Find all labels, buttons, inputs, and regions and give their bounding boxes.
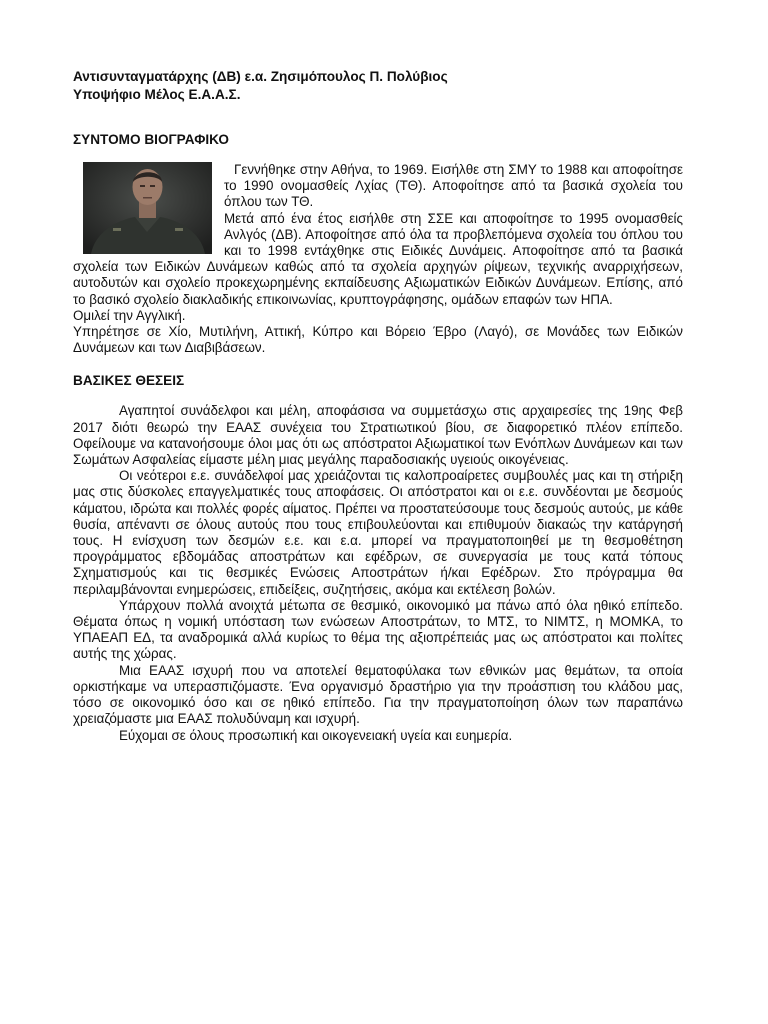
- positions-paragraph-vision: Μια ΕΑΑΣ ισχυρή που να αποτελεί θεματοφύλακα των εθνικών μας θεμάτων, τα οποία ορκιστήκαμε να υπερασπιζόμαστε. Ένα οργανισμό δραστήριο για την προάσπιση του κλάδου μας, τόσο σε οικονομικό όσο και σε ηθικό επίπεδο. Για την πραγματοποίηση όλων των παραπάνω χρειαζόμαστε μια ΕΑΑΣ πολυδύναμη και ισχυρή.: [73, 662, 683, 727]
- positions-paragraph-bonds: Οι νεότεροι ε.ε. συνάδελφοί μας χρειάζονται τις καλοπροαίρετες συμβουλές μας και τη στήριξη μας στις δύσκολες επαγγελματικές τους αποφάσεις. Οι απόστρατοι και οι ε.ε. συνδέονται με δεσμούς κάματου, ιδρώτα και πολλές φορές αίματος. Πρέπει να προστατεύσουμε τους δεσμούς αυτούς, με κάθε θυσία, απέναντι σε όλους αυτούς που τους επιβουλεύονται και επιθυμούν διακαώς την κατάργησή τους. Η ενίσχυση των δεσμών ε.ε. και ε.α. μπορεί να πραγματοποιηθεί με τη θεσμοθέτηση προγράμματος εβδομάδας αποστράτων και εφέδρων, σε συνεργασία με τους κατά τόπους Σχηματισμούς και τις θεσμικές Ενώσεις Αποστράτων ή/και Εφέδρων. Στο πρόγραμμα θα περιλαμβάνονται ενημερώσεις, επιδείξεις, συζητήσεις, ακόμα και εκτέλεση βολών.: [73, 468, 683, 597]
- bio-paragraph-birth: Γεννήθηκε στην Αθήνα, το 1969. Εισήλθε στη ΣΜΥ το 1988 και αποφοίτησε το 1990 ονομασθείς Λχίας (ΤΘ). Αποφοίτησε από τα βασικά σχολεία του όπλου των ΤΘ.: [224, 162, 683, 210]
- candidate-line: Υποψήφιο Μέλος Ε.Α.Α.Σ.: [73, 87, 241, 102]
- bio-paragraph-languages: Ομιλεί την Αγγλική.: [73, 307, 186, 323]
- positions-section: [73, 403, 683, 743]
- bio-section: [73, 162, 683, 356]
- document-page: [73, 68, 683, 744]
- portrait-photo: [83, 162, 212, 254]
- positions-paragraph-intro: Αγαπητοί συνάδελφοι και μέλη, αποφάσισα να συμμετάσχω στις αρχαιρεσίες της 19ης Φεβ 2017 διότι θεωρώ την ΕΑΑΣ συνέχεια του Στρατιωτικού βίου, σε διαφορετικό πλέον επίπεδο. Οφείλουμε να κατανοήσουμε όλοι μας ότι ως απόστρατοι Αξιωματικοί των Ενόπλων Δυνάμεων και των Σωμάτων Ασφαλείας είμαστε μέλη μιας μεγάλης παραδοσιακής υγειούς οικογένειας.: [73, 403, 683, 468]
- positions-paragraph-closing: Εύχομαι σε όλους προσωπική και οικογενειακή υγεία και ευημερία.: [119, 727, 513, 743]
- positions-paragraph-issues: Υπάρχουν πολλά ανοιχτά μέτωπα σε θεσμικό, οικονομικό μα πάνω από όλα ηθικό επίπεδο. Θέματα όπως η νομική υπόσταση των ενώσεων Αποστράτων, το ΜΤΣ, το ΝΙΜΤΣ, η ΜΟΜΚΑ, το ΥΠΑΕΑΠ ΕΔ, τα αναδρομικά αλλά κυρίως το θέμα της αξιοπρέπειάς μας ως απόστρατοι και πολίτες αυτής της χώρας.: [73, 597, 683, 662]
- positions-heading: ΒΑΣΙΚΕΣ ΘΕΣΕΙΣ: [73, 373, 185, 389]
- bio-heading: ΣΥΝΤΟΜΟ ΒΙΟΓΡΑΦΙΚΟ: [73, 132, 229, 147]
- bio-paragraph-career: Μετά από ένα έτος εισήλθε στη ΣΣΕ και αποφοίτησε το 1995 ονομασθείς Ανλγός (ΔΒ). Αποφοίτησε από όλα τα προβλεπόμενα σχολεία του όπλου του και το 1998 εντάχθηκε στις Ειδικές Δυνάμεις. Αποφοίτησε από τα βασικά σχολεία των Ειδικών Δυνάμεων καθώς από τα σχολεία αρχηγών ρίψεων, τεχνικής αναρριχήσεων, αυτοδυτών και σχολείο προκεχωρημένης εκπαίδευσης Αξιωματικών Ειδικών Δυνάμεων. Επίσης, από το βασικό σχολείο διακλαδικής επικοινωνίας, κρυπτογράφησης, ομάδων επαφών των ΗΠΑ.: [73, 210, 683, 307]
- bio-paragraph-service: Υπηρέτησε σε Χίο, Μυτιλήνη, Αττική, Κύπρο και Βόρειο Έβρο (Λαγό), σε Μονάδες των Ειδικών Δυνάμεων και των Διαβιβάσεων.: [73, 324, 683, 356]
- author-name-line: Αντισυνταγματάρχης (ΔΒ) ε.α. Ζησιμόπουλος Π. Πολύβιος: [73, 69, 448, 84]
